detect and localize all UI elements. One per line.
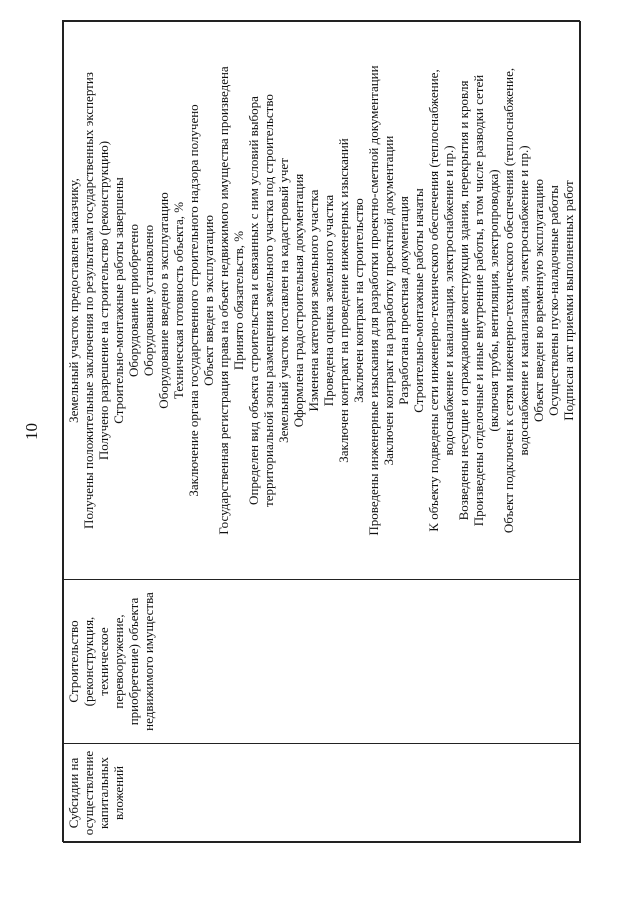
result-item: Получены положительные заключения по результатам государственных экспертиз: [81, 72, 96, 529]
result-item: Оборудование установлено: [141, 224, 156, 377]
result-item: Земельный участок поставлен на кадастровый учет: [276, 158, 291, 443]
result-item: Заключение органа государственного строительного надзора получено: [186, 104, 201, 497]
result-item: (включая трубы, вентиляция, электропроводка): [486, 169, 501, 432]
indicator-table: [62, 20, 580, 842]
result-item: водоснабжение и канализация, электроснабжение и пр.): [441, 145, 456, 456]
result-item: Заключен контракт на разработку проектной документации: [381, 135, 396, 466]
page-number: 10: [22, 423, 41, 440]
result-item: Возведены несущие и ограждающие конструкции здания, перекрытия и кровля: [456, 80, 471, 521]
result-item: К объекту подведены сети инженерно-технического обеспечения (теплоснабжение,: [426, 69, 441, 532]
result-item: Земельный участок предоставлен заказчику,: [66, 178, 81, 423]
result-item: Государственная регистрация права на объект недвижимого имущества произведена: [216, 66, 231, 535]
result-item: Произведены отделочные и иные внутренние работы, в том числе разводки сетей: [471, 74, 486, 527]
result-item: Техническая готовность объекта, %: [171, 201, 186, 400]
result-item: Изменена категория земельного участка: [306, 189, 321, 412]
result-item: Объект введен во временную эксплуатацию: [531, 179, 546, 423]
result-item: Оборудование введено в эксплуатацию: [156, 192, 171, 409]
result-item: Строительно-монтажные работы начаты: [411, 188, 426, 413]
subsidy-type-cell: [64, 744, 581, 843]
result-item: Проведена оценка земельного участка: [321, 194, 336, 407]
result-item: Строительно-монтажные работы завершены: [111, 177, 126, 424]
subsidy-type-text: Субсидии на осуществление капитальных вложений: [66, 750, 126, 836]
result-item: Принято обязательств, %: [231, 230, 246, 371]
result-item: Получено разрешение на строительство (реконструкцию): [96, 140, 111, 461]
result-item: Осуществлены пуско-наладочные работы: [546, 185, 561, 416]
result-item: водоснабжение и канализация, электроснабжение и пр.): [516, 145, 531, 456]
purpose-text: Строительство (реконструкция, техническое перевооружение, приобретение) объекта недвижимого имущества: [66, 592, 156, 731]
result-item: Заключен контракт на проведение инженерных изысканий: [336, 138, 351, 463]
table: [63, 21, 581, 843]
table-row: [64, 22, 581, 843]
result-item: Оформлена градостроительная документация: [291, 173, 306, 428]
result-item: Объект введен в эксплуатацию: [201, 215, 216, 386]
result-item: Разработана проектная документация: [396, 196, 411, 405]
results-cell: [64, 22, 581, 580]
result-item: Проведены инженерные изыскания для разработки проектно-сметной документации: [366, 65, 381, 536]
result-item: Объект подключен к сетям инженерно-технического обеспечения (теплоснабжение,: [501, 67, 516, 534]
result-item: Оборудование приобретено: [126, 224, 141, 378]
rotated-content: [63, 21, 581, 843]
result-item: Определен вид объекта строительства и связанных с ним условий выбора: [246, 96, 261, 505]
purpose-cell: [64, 580, 581, 744]
result-item: Заключен контракт на строительство: [351, 198, 366, 403]
result-item: территориальной зоны размещения земельного участка под строительство: [261, 94, 276, 507]
result-item: Подписан акт приемки выполненных работ: [561, 180, 576, 421]
